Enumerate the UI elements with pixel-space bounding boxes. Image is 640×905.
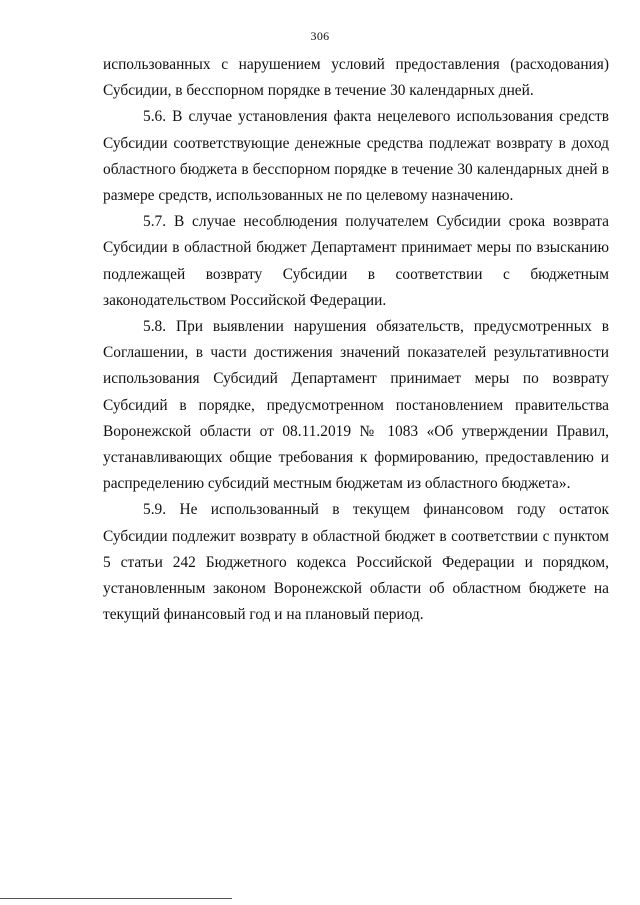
paragraph-5-9: 5.9. Не использованный в текущем финансовом году остаток Субсидии подлежит возврату в областной бюджет в соответствии с пунктом 5 статьи 242 Бюджетного кодекса Российской Федерации и порядком, установленным законом Воронежской области об областном бюджете на текущий финансовый год и на плановый период. — [103, 501, 609, 624]
page-number: 306 — [310, 29, 330, 43]
paragraph-continuation: использованных с нарушением условий предоставления (расходования) Субсидии, в бесспорном порядке в течение 30 календарных дней. — [103, 56, 609, 100]
paragraph-5-6: 5.6. В случае установления факта нецелевого использования средств Субсидии соответствующие денежные средства подлежат возврату в доход областного бюджета в бесспорном порядке в течение 30 календарных дней в размере средств, использованных не по целевому назначению. — [103, 108, 609, 205]
paragraph-5-8: 5.8. При выявлении нарушения обязательств, предусмотренных в Соглашении, в части достижения значений показателей результативности использования Субсидий Департамент принимает меры по возврату Субсидий в порядке, предусмотренном постановлением правительства Воронежской области от 08.11.2019 № 1083 «Об утверждении Правил, устанавливающих общие требования к формированию, предоставлению и распределению субсидий местным бюджетам из областного бюджета». — [103, 318, 609, 493]
paragraph-5-7: 5.7. В случае несоблюдения получателем Субсидии срока возврата Субсидии в областной бюджет Департамент принимает меры по взысканию подлежащей возврату Субсидии в соответствии с бюджетным законодательством Российской Федерации. — [103, 213, 609, 309]
document-body — [103, 52, 609, 628]
footer-rule — [0, 898, 232, 899]
